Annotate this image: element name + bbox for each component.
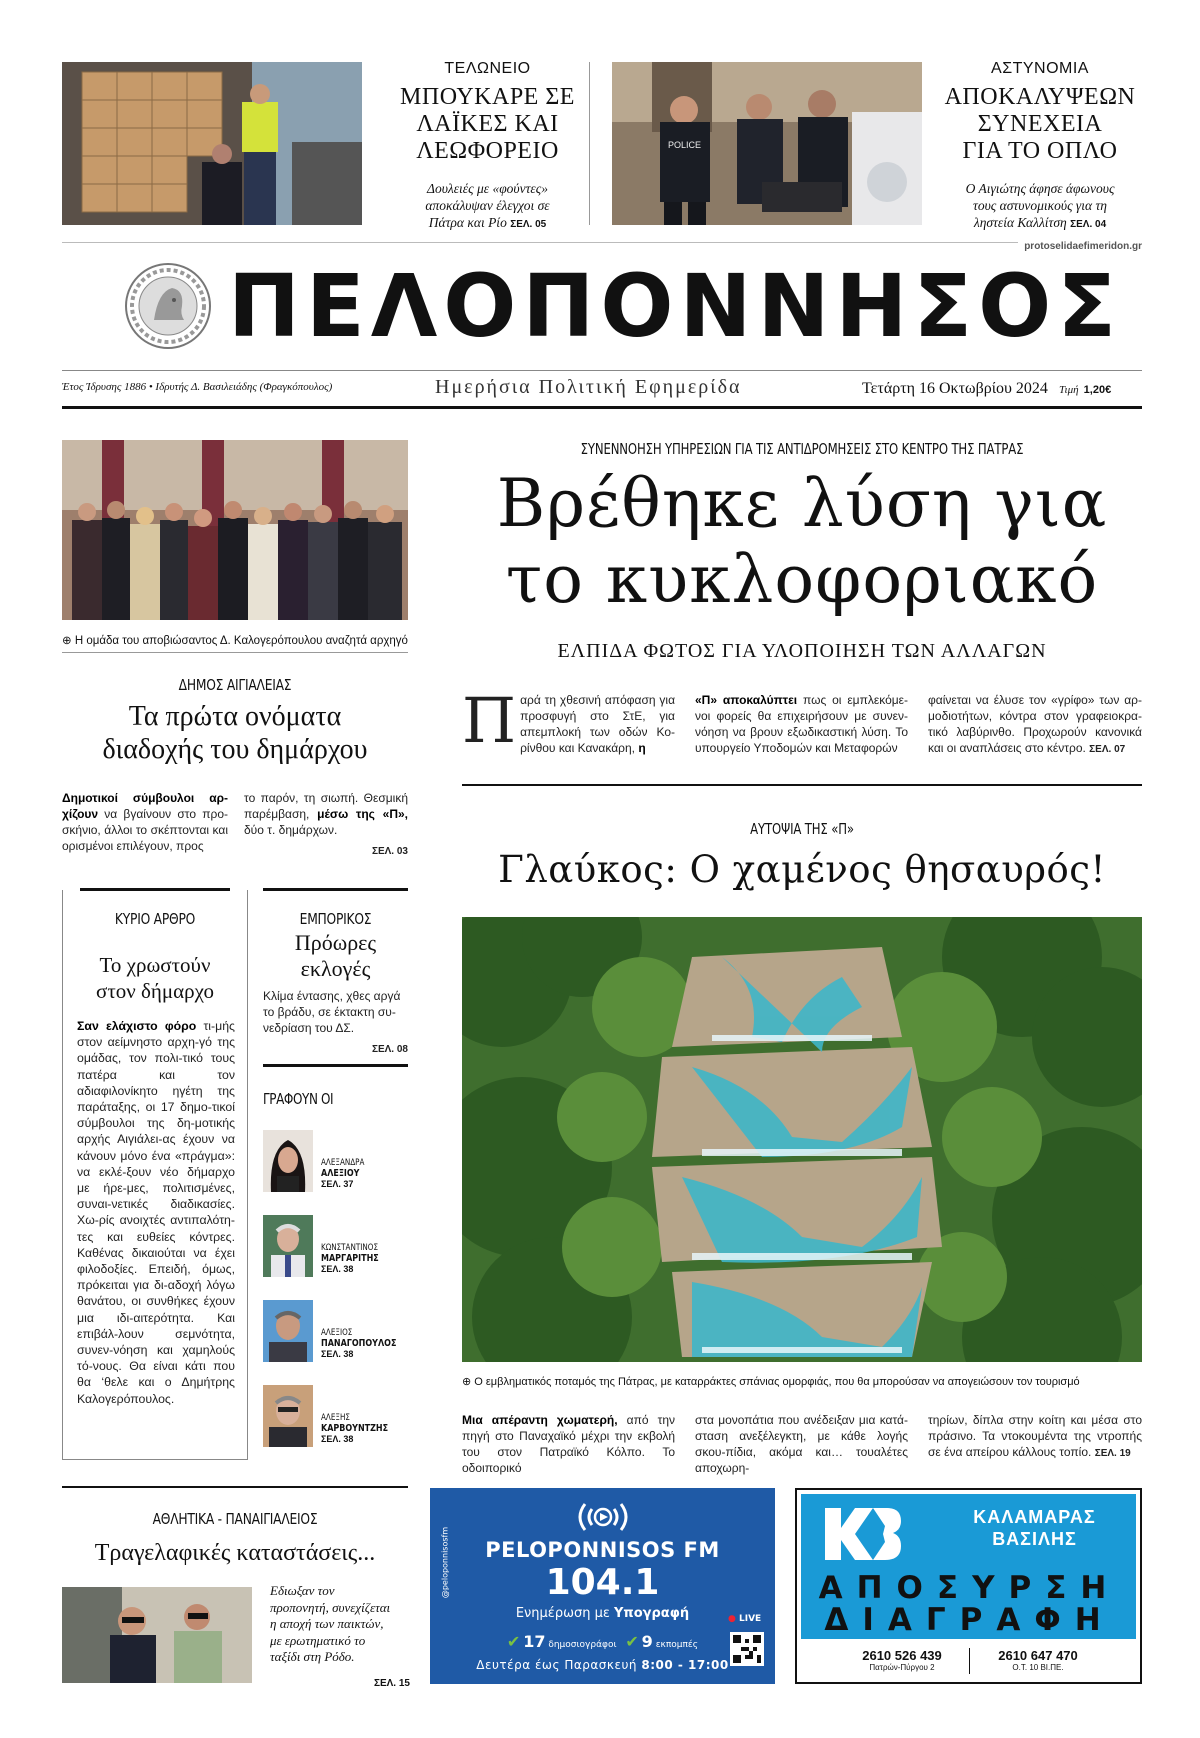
glaukos-headline[interactable]: Γλαύκος: Ο χαμένος θησαυρός! <box>498 848 1106 891</box>
glaukos-col2: στα μονοπάτια που ανέδειξαν μια κατά-σταση ανεξέλεγκτη, με κάθε λογής σκου-πίδια, ακόμα και… τουαλέτες αποχωρη- <box>695 1413 908 1475</box>
sports-rule <box>62 1486 408 1488</box>
columnist-photo <box>263 1385 313 1447</box>
editorial-headline[interactable]: Το χρωστούν στον δήμαρχο <box>96 953 214 1003</box>
kb-line2: ΔΙΑΓΡΑΦΗ <box>824 1602 1115 1638</box>
watermark-rule <box>62 242 1142 243</box>
kb-line1: ΑΠΟΣΥΡΣΗ <box>818 1570 1121 1606</box>
page-ref: ΣΕΛ. 19 <box>1094 1448 1131 1459</box>
page-ref: ΣΕΛ. 04 <box>1070 219 1107 230</box>
live-dot-icon: ● <box>728 1614 736 1624</box>
dimos-section: ΔΗΜΟΣ ΑΙΓΙΑΛΕΙΑΣ <box>178 676 292 694</box>
columnist-photo <box>263 1130 313 1192</box>
left-teaser-kicker: ΤΕΛΩΝΕΙΟ <box>444 60 531 77</box>
left-teaser-text: Δουλειές με «φούντες» αποκάλυψαν έλεγχοι σε Πάτρα και Ρίο ΣΕΛ. 05 <box>425 181 550 230</box>
sports-text: Εδιωξαν τον προπονητή, συνεχίζεται η αποχή των παικτών, με ερωτηματικό το ταξίδι στη Ρόδο. ΣΕΛ. 15 <box>270 1583 410 1689</box>
page-ref: ΣΕΛ. 15 <box>373 1677 410 1689</box>
columnist-4[interactable]: ΑΛΕΞΗΣ ΚΑΡΒΟΥΝΤΖΗΣ ΣΕΛ. 38 <box>263 1385 408 1453</box>
customs-photo <box>62 62 362 225</box>
fm-social-handle: @peloponnisosfm <box>440 1526 450 1599</box>
fm-hours: Δευτέρα έως Παρασκευή 8:00 - 17:00 <box>476 1658 729 1672</box>
masthead-date-price: Τετάρτη 16 Οκτωβρίου 2024 Τιμή 1,20€ <box>862 380 1112 397</box>
glaukos-col1: Μια απέραντη χωματερή, από την πηγή στο Παναχαϊκό μέχρι την εκβολή του στον Πατραϊκό Κόλπο. Το οδοιπορικό <box>462 1413 675 1475</box>
kb-logo-icon <box>821 1504 903 1564</box>
columnist-1[interactable]: ΑΛΕΞΑΝΔΡΑ ΑΛΕΞΙΟΥ ΣΕΛ. 37 <box>263 1130 408 1198</box>
camera-icon: ⊕ <box>462 1376 472 1388</box>
kb-contact-divider <box>969 1648 970 1674</box>
watermark: protoselidaefimeridon.gr <box>1018 241 1142 252</box>
fm-stats: ✔ 17 δημοσιογράφοι ✔ 9 εκπομπές <box>506 1632 699 1651</box>
ad-kalamaras[interactable] <box>795 1488 1142 1684</box>
issue-price: 1,20€ <box>1083 384 1112 396</box>
issue-date: Τετάρτη 16 Οκτωβρίου 2024 <box>862 380 1048 397</box>
dimos-col1: Δημοτικοί σύμβουλοι αρ-χίζουν να βγαίνουν στο προ-σκήνιο, άλλοι το σκέπτονται και ορισμένοι επιλέγουν, προς <box>62 791 228 853</box>
sports-photo <box>62 1587 252 1683</box>
lead-headline[interactable]: Βρέθηκε λύση για το κυκλοφοριακό <box>496 465 1108 618</box>
waterfall-caption: ⊕ Ο εμβληματικός ποταμός της Πάτρας, με καταρράκτες σπάνιας ομορφιάς, που θα μπορούσαν να απογειώσουν τον τουρισμό <box>462 1376 1080 1388</box>
lead-col3: φαίνεται να έλυσε τον «γρίφο» των αρ-μοδιοτήτων, κόντρα στον γραφειοκρα-τικό λαβύρινθο. Προχωρούν κανονικά και οι αναπλάσεις στο κέντρο. ΣΕΛ. 07 <box>928 693 1142 755</box>
lead-col2: «Π» αποκαλύπτει πως οι εμπλεκόμε-νοι φορείς θα επιχειρήσουν με συνεν-νόηση να βρουν εξωδικαστική λύση. Το υπουργείο Υποδομών και Μεταφορών <box>695 693 908 755</box>
sports-section: ΑΘΛΗΤΙΚΑ - ΠΑΝΑΙΓΙΑΛΕΙΟΣ <box>152 1510 318 1528</box>
radio-icon <box>573 1500 633 1534</box>
check-icon: ✔ <box>625 1632 639 1651</box>
dimos-headline[interactable]: Τα πρώτα ονόματα διαδοχής του δημάρχου <box>102 701 368 765</box>
glaukos-col3: τηρίων, δίπλα στην κοίτη και μέσα στο πράσινο. Τα ντοκουμέντα της ντροπής σε ένα απείρου κάλλους τοπίο. ΣΕΛ. 19 <box>928 1413 1142 1459</box>
columnist-photo <box>263 1215 313 1277</box>
teaser-divider <box>589 62 590 225</box>
fm-live-badge: ● LIVE <box>728 1614 762 1624</box>
left-top-rule <box>62 652 408 653</box>
check-icon: ✔ <box>506 1632 521 1651</box>
group-photo <box>62 440 408 620</box>
page-ref: ΣΕΛ. 05 <box>510 219 547 230</box>
camera-icon: ⊕ <box>62 635 72 647</box>
page-ref: ΣΕΛ. 07 <box>1089 744 1126 755</box>
right-teaser-text: Ο Αιγιώτης άφησε άφωνους τους αστυνομικούς για τη ληστεία Καλλίτση ΣΕΛ. 04 <box>965 181 1115 230</box>
commerce-section: ΕΜΠΟΡΙΚΟΣ <box>299 910 372 928</box>
commerce-text: Κλίμα έντασης, χθες αργά το βράδυ, σε έκτακτη συ-νεδρίαση του ΔΣ. ΣΕΛ. 08 <box>263 989 408 1055</box>
lead-subhead: ΕΛΠΙΔΑ ΦΩΤΟΣ ΓΙΑ ΥΛΟΠΟΙΗΣΗ ΤΩΝ ΑΛΛΑΓΩΝ <box>557 640 1047 662</box>
masthead-title[interactable]: ΠΕΛΟΠΟΝΝΗΣΟΣ <box>228 257 1122 357</box>
lead-rule <box>462 784 1142 786</box>
svg-text:POLICE: POLICE <box>668 140 702 150</box>
fm-name: PELOPONNISOS FM <box>485 1538 720 1562</box>
commerce-headline[interactable]: Πρόωρες εκλογές <box>294 930 377 981</box>
police-photo <box>612 62 922 225</box>
masthead-emblem <box>124 262 212 350</box>
editorial-rule <box>80 888 230 891</box>
dimos-col2: το παρόν, τη σιωπή. Θεσμική παρέμβαση, μέσω της «Π», δύο τ. δημάρχων. ΣΕΛ. 03 <box>244 791 408 857</box>
left-teaser-headline[interactable]: ΜΠΟΥΚΑΡΕ ΣΕ ΛΑΪΚΕΣ ΚΑΙ ΛΕΩΦΟΡΕΙΟ <box>400 84 575 164</box>
masthead-rule-top <box>62 370 1142 371</box>
page-ref: ΣΕΛ. 08 <box>371 1044 408 1055</box>
columnist-photo <box>263 1300 313 1362</box>
fm-frequency: 104.1 <box>545 1562 660 1603</box>
columnists-rule <box>263 1064 408 1067</box>
columnist-3[interactable]: ΑΛΕΞΙΟΣ ΠΑΝΑΓΟΠΟΥΛΟΣ ΣΕΛ. 38 <box>263 1300 408 1368</box>
group-photo-caption: ⊕ Η ομάδα του αποβιώσαντος Δ. Καλογερόπουλου αναζητά αρχηγό <box>62 635 408 647</box>
waterfall-photo <box>462 917 1142 1362</box>
lead-col1: Π αρά τη χθεσινή απόφαση για προσφυγή στο ΣτΕ, για απεμπλοκή των οδών Κο-ρίνθου και Κανακάρη, η <box>462 684 675 757</box>
masthead-tagline: Ημερήσια Πολιτική Εφημερίδα <box>435 376 742 398</box>
ad-peloponnisos-fm[interactable] <box>430 1488 775 1684</box>
editorial-section: ΚΥΡΙΟ ΑΡΘΡΟ <box>114 910 196 928</box>
kb-contact-2: 2610 647 470 Ο.Τ. 10 ΒΙ.ΠΕ. <box>998 1648 1078 1672</box>
lead-kicker: ΣΥΝΕΝΝΟΗΣΗ ΥΠΗΡΕΣΙΩΝ ΓΙΑ ΤΙΣ ΑΝΤΙΔΡΟΜΗΣΕΙΣ ΣΤΟ ΚΕΝΤΡΟ ΤΗΣ ΠΑΤΡΑΣ <box>580 440 1024 458</box>
masthead-founded: Έτος Ίδρυσης 1886 • Ιδρυτής Δ. Βασιλειάδης (Φραγκόπουλος) <box>62 381 333 393</box>
page-ref: ΣΕΛ. 03 <box>371 846 408 857</box>
commerce-rule <box>263 888 408 891</box>
editorial-text: Σαν ελάχιστο φόρο τι-μής στον αείμνηστο αρχη-γό της ομάδας, τον πολι-τικό τους πατέρα και τον αδιαφιλονίκητο ηγέτη της παράταξης, οι 17 δημο-τικοί σύμβουλοι της δη-μοτικής αρχής Αιγιάλει-ας έχουν να κάνουν μόνο ένα «πράγμα»: να εκλέ-ξουν νέο δήμαρχο με ήρε-μες, πολιτισμένες, συναι-νετικές διαδικασίες. Χω-ρίς ανοιχτές αντιπαλότη-τες και ευθείες κόντρες. Καθένας δικαιούται να έχει φιλοδοξίες. Επειδή, όμως, πρόκειται για δι-αδοχή λόγω θανάτου, οι συνθήκες έχουν μια ιδι-αιτερότητα. Και επιβάλ-λουν σεμνότητα, συνεν-νόηση και χαμηλούς τό-νους. Θα είναι κάτι που θα ‘θελε και ο Δημήτρης Καλογερόπουλος. <box>77 1019 235 1406</box>
sports-headline[interactable]: Τραγελαφικές καταστάσεις... <box>94 1540 376 1566</box>
kb-contact-1: 2610 526 439 Πατρών-Πύργου 2 <box>862 1648 942 1672</box>
fm-slogan: Ενημέρωση με Υπογραφή <box>515 1606 690 1621</box>
masthead-rule-bottom <box>62 406 1142 409</box>
glaukos-kicker: ΑΥΤΟΨΙΑ ΤΗΣ «Π» <box>750 820 854 838</box>
dropcap: Π <box>462 684 517 757</box>
right-teaser-kicker: ΑΣΤΥΝΟΜΙΑ <box>991 60 1089 77</box>
columnist-2[interactable]: ΚΩΝΣΤΑΝΤΙΝΟΣ ΜΑΡΓΑΡΙΤΗΣ ΣΕΛ. 38 <box>263 1215 408 1283</box>
qr-code-icon <box>730 1632 764 1666</box>
columnists-title: ΓΡΑΦΟΥΝ ΟΙ <box>263 1090 334 1108</box>
kb-name: ΚΑΛΑΜΑΡΑΣ ΒΑΣΙΛΗΣ <box>973 1507 1096 1549</box>
right-teaser-headline[interactable]: ΑΠΟΚΑΛΥΨΕΩΝ ΣΥΝΕΧΕΙΑ ΓΙΑ ΤΟ ΟΠΛΟ <box>944 84 1136 164</box>
